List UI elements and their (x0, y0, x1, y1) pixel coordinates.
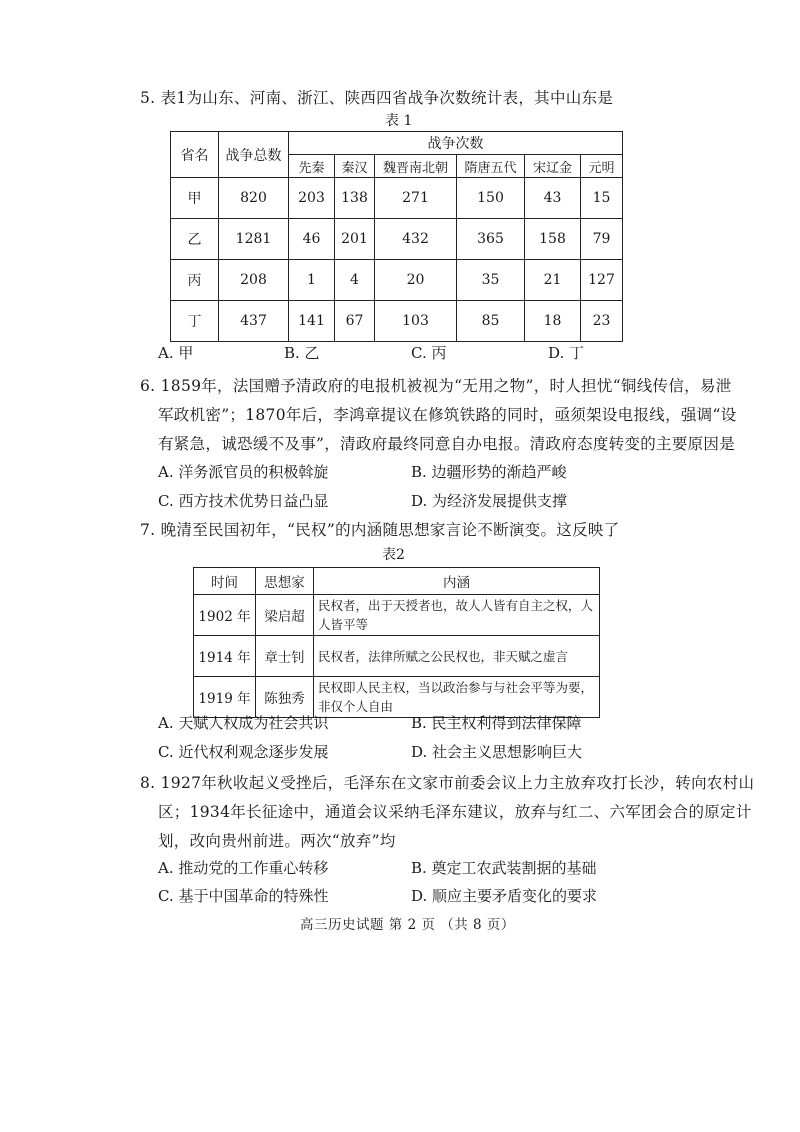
count-cell: 150 (457, 178, 525, 219)
q6-stem-line: 军政机密”；1870年后，李鸿章提议在修筑铁路的同时，亟须架设电报线，强调“设 (158, 406, 737, 424)
time-cell: 1902 年 (194, 595, 256, 636)
count-cell: 20 (375, 260, 457, 301)
content-cell: 民权者，法律所赋之公民权也，非天赋之虚言 (314, 636, 600, 677)
header-war-count: 战争次数 (289, 132, 623, 155)
time-cell: 1919 年 (194, 677, 256, 718)
q5-option-a[interactable]: A. 甲 (158, 344, 194, 362)
count-cell: 203 (289, 178, 335, 219)
table-row (171, 301, 623, 342)
q8-option-d[interactable]: D. 顺应主要矛盾变化的要求 (411, 887, 598, 905)
q7-option-b[interactable]: B. 民主权利得到法律保障 (411, 714, 582, 732)
count-cell: 46 (289, 219, 335, 260)
total-cell: 820 (219, 178, 289, 219)
header-period: 魏晋南北朝 (375, 155, 457, 178)
count-cell: 201 (335, 219, 375, 260)
q5-stem: 5. 表1为山东、河南、浙江、陕西四省战争次数统计表，其中山东是 (140, 89, 614, 107)
table1-title: 表 1 (385, 113, 413, 129)
q6-option-d[interactable]: D. 为经济发展提供支撑 (411, 492, 568, 510)
province-cell: 丁 (171, 301, 219, 342)
count-cell: 365 (457, 219, 525, 260)
count-cell: 1 (289, 260, 335, 301)
q7-option-d[interactable]: D. 社会主义思想影响巨大 (411, 743, 583, 761)
count-cell: 43 (525, 178, 581, 219)
header-period: 元明 (581, 155, 623, 178)
count-cell: 85 (457, 301, 525, 342)
header-total: 战争总数 (219, 132, 289, 178)
count-cell: 23 (581, 301, 623, 342)
count-cell: 271 (375, 178, 457, 219)
table2-title: 表2 (382, 547, 405, 563)
q6-option-a[interactable]: A. 洋务派官员的积极斡旋 (158, 463, 329, 481)
q8-stem-line: 区；1934年长征途中，通道会议采纳毛泽东建议，放弃与红二、六军团会合的原定计 (158, 803, 752, 821)
count-cell: 4 (335, 260, 375, 301)
count-cell: 158 (525, 219, 581, 260)
header-period: 秦汉 (335, 155, 375, 178)
header-time: 时间 (194, 568, 256, 595)
content-cell: 民权者，出于天授者也，故人人皆有自主之权，人人皆平等 (314, 595, 600, 636)
table-row (171, 178, 623, 219)
province-cell: 丙 (171, 260, 219, 301)
q5-option-c[interactable]: C. 丙 (411, 344, 447, 362)
q8-option-a[interactable]: A. 推动党的工作重心转移 (158, 859, 329, 877)
count-cell: 35 (457, 260, 525, 301)
header-period: 宋辽金 (525, 155, 581, 178)
total-cell: 208 (219, 260, 289, 301)
header-period: 先秦 (289, 155, 335, 178)
content-cell: 民权即人民主权，当以政治参与与社会平等为要，非仅个人自由 (314, 677, 600, 718)
time-cell: 1914 年 (194, 636, 256, 677)
q5-option-b[interactable]: B. 乙 (284, 344, 320, 362)
q5-option-d[interactable]: D. 丁 (548, 344, 585, 362)
thinker-cell: 陈独秀 (256, 677, 314, 718)
total-cell: 1281 (219, 219, 289, 260)
table-row (194, 636, 600, 677)
q8-option-c[interactable]: C. 基于中国革命的特殊性 (158, 887, 329, 905)
table-row (171, 260, 623, 301)
count-cell: 127 (581, 260, 623, 301)
header-thinker: 思想家 (256, 568, 314, 595)
header-content: 内涵 (314, 568, 600, 595)
q6-stem-line: 有紧急，诚恐缓不及事”，清政府最终同意自办电报。清政府态度转变的主要原因是 (158, 435, 736, 453)
table-row (171, 219, 623, 260)
count-cell: 18 (525, 301, 581, 342)
q7-option-a[interactable]: A. 天赋人权成为社会共识 (158, 714, 329, 732)
q7-stem: 7. 晚清至民国初年，“民权”的内涵随思想家言论不断演变。这反映了 (140, 521, 620, 539)
province-cell: 乙 (171, 219, 219, 260)
q8-stem-line: 划，改向贵州前进。两次“放弃”均 (158, 832, 396, 850)
page-footer: 高三历史试题 第 2 页 （共 8 页） (300, 917, 515, 933)
count-cell: 15 (581, 178, 623, 219)
civil-rights-table (193, 567, 600, 718)
header-province: 省名 (171, 132, 219, 178)
count-cell: 141 (289, 301, 335, 342)
q7-option-c[interactable]: C. 近代权利观念逐步发展 (158, 743, 329, 761)
q6-option-c[interactable]: C. 西方技术优势日益凸显 (158, 492, 329, 510)
q8-option-b[interactable]: B. 奠定工农武装割据的基础 (411, 859, 597, 877)
total-cell: 437 (219, 301, 289, 342)
count-cell: 67 (335, 301, 375, 342)
count-cell: 79 (581, 219, 623, 260)
count-cell: 103 (375, 301, 457, 342)
count-cell: 138 (335, 178, 375, 219)
header-period: 隋唐五代 (457, 155, 525, 178)
count-cell: 432 (375, 219, 457, 260)
war-count-table (170, 131, 623, 342)
thinker-cell: 梁启超 (256, 595, 314, 636)
count-cell: 21 (525, 260, 581, 301)
province-cell: 甲 (171, 178, 219, 219)
q6-option-b[interactable]: B. 边疆形势的渐趋严峻 (411, 463, 567, 481)
table-row (194, 595, 600, 636)
thinker-cell: 章士钊 (256, 636, 314, 677)
q8-stem-line: 8. 1927年秋收起义受挫后，毛泽东在文家市前委会议上力主放弃攻打长沙，转向农村山 (140, 774, 755, 792)
q6-stem-line: 6. 1859年，法国赠予清政府的电报机被视为“无用之物”，时人担忧“铜线传信，易泄 (140, 377, 732, 395)
